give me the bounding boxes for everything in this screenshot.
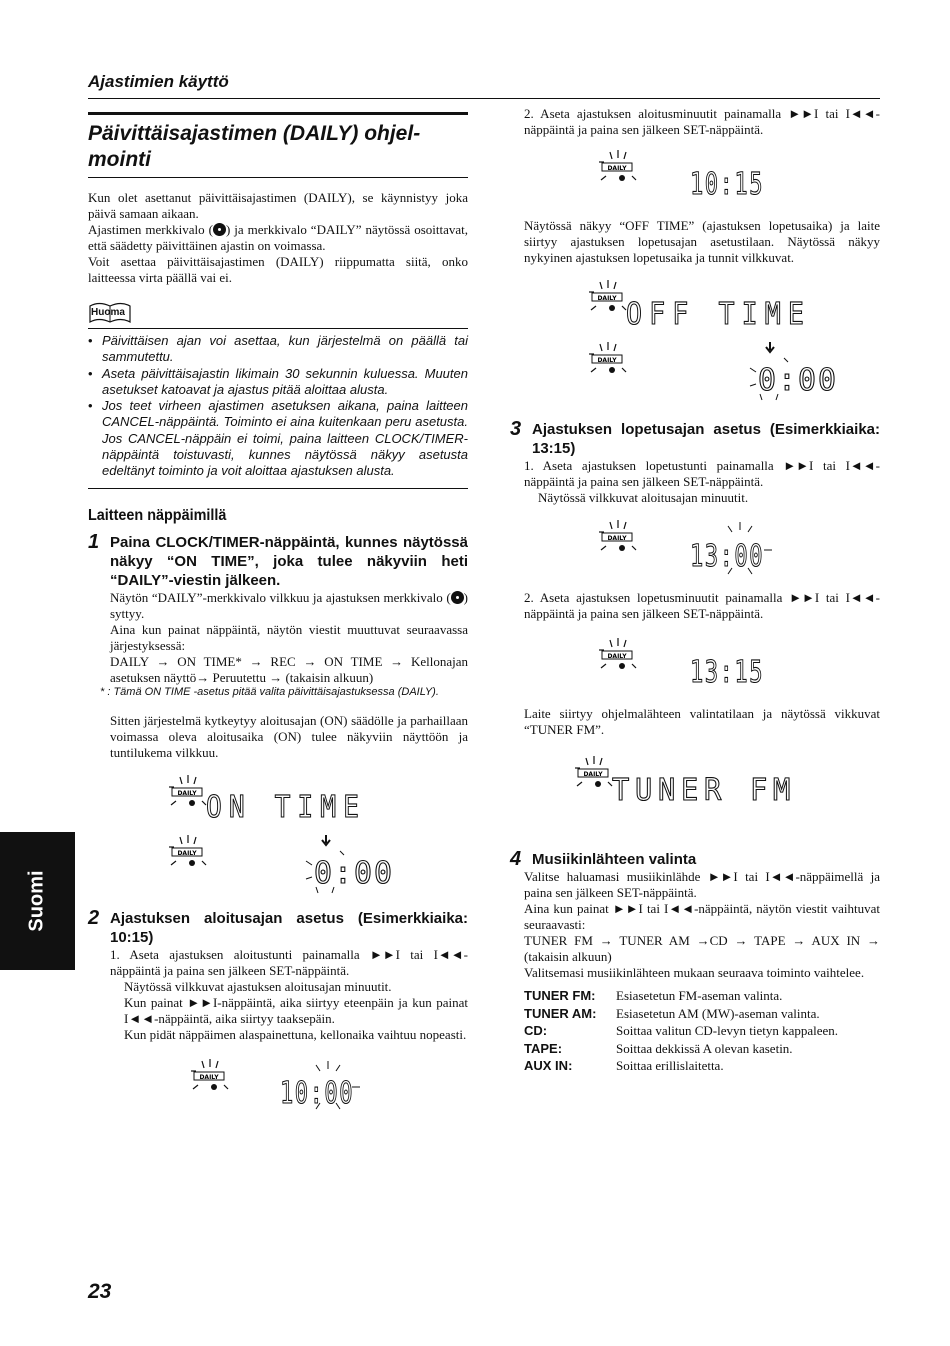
step-3 [510,420,880,458]
note-icon [88,300,132,326]
subheading: Laitteen näppäimillä [88,506,227,524]
list-item: TUNER AM: Esiasetetun AM (MW)-aseman valinta. [524,1005,820,1021]
svg-text:DAILY: DAILY [597,357,617,364]
step-number: 4 [510,848,522,870]
step-number: 2 [88,906,100,929]
svg-text:DAILY: DAILY [177,849,197,857]
lcd-on-time-0-00 [166,833,468,899]
lcd-display [596,518,816,578]
svg-text:13:15: 13:15 [690,655,764,690]
step2b-p1: 2. Aseta ajastuksen aloitusminuutit painamalla ►►I tai I◄◄-näppäintä ja paina sen jälkeen SET-näppäintä. [524,106,880,137]
step1-p2: Aina kun painat näppäintä, näytön viestit muuttuvat seuraavassa järjestyksessä: [110,621,468,653]
page-title-box [88,112,468,178]
step-number: 1 [88,530,100,553]
svg-text:DAILY: DAILY [177,789,197,797]
svg-text:10:00: 10:00 [280,1075,354,1111]
list-item: TAPE: Soittaa dekkissä A olevan kasetin. [524,1040,793,1056]
note-label: Huoma [91,307,125,318]
step3-p3: 2. Aseta ajastuksen lopetusminuutit painamalla ►►I tai I◄◄-näppäintä ja paina sen jälkeen SET-näppäintä. [524,590,880,621]
svg-text:DAILY: DAILY [607,535,627,542]
svg-text:DAILY: DAILY [607,165,627,172]
step-title: Ajastuksen lopetusajan asetus (Esimerkkiaika: 13:15) [532,421,880,457]
step1-p1: Näytön “DAILY”-merkkivalo vilkkuu ja ajastuksen merkkivalo ( ) syttyy. [110,589,468,621]
page-number: 23 [88,1280,112,1303]
step2b-p2: Näytössä näkyy “OFF TIME” (ajastuksen lopetusaika) ja laite siirtyy ajastuksen lopetusajan asetustilaan. Näytössä näkyy nykyinen ajastuksen lopetusaika ja tunnit vilkkuvat. [524,218,880,265]
list-item: • Päivittäisen ajan voi asettaa, kun järjestelmä on päällä tai sammutettu. [88,333,468,366]
step2-p2: Näytössä vilkkuvat ajastuksen aloitusajan minuutit. [124,978,392,994]
lcd-10-15 [596,148,880,204]
step-title: Musiikinlähteen valinta [532,851,697,868]
step3-p1: 1. Aseta ajastuksen lopetustunti painamalla ►►I tai I◄◄-näppäintä ja paina sen jälkeen SET-näppäintä. [524,458,880,489]
step-number: 3 [510,418,522,440]
lcd-tuner-fm [572,756,880,810]
step2-p3: Kun painat ►►I-näppäintä, aika siirtyy eteenpäin ja kun painat I◄◄-näppäintä, aika siirtyy taaksepäin. [124,994,468,1026]
svg-text:DAILY: DAILY [607,653,627,660]
left-column [88,112,468,1113]
step-1 [88,530,468,590]
lcd-display [596,148,796,204]
lcd-display [586,280,826,334]
lcd-13-00 [596,518,880,578]
step-title: Paina CLOCK/TIMER-näppäintä, kunnes näytössä näkyy “ON TIME”, joka tulee näkyviin heti “DAILY”-viestin jälkeen. [110,533,468,589]
intro-2: Ajastimen merkkivalo ( ) ja merkkivalo “DAILY” näytössä osoittavat, että säädetty päivittäinen ajastin on voimassa. [88,222,469,253]
svg-text:ON TIME: ON TIME [206,789,366,825]
arrow-down-icon [766,342,774,352]
language-tab [0,832,75,970]
lcd-on-time [166,775,468,825]
timer-indicator-icon [451,591,464,604]
step4-p4: Valitsemasi musiikinlähteen mukaan seuraava toiminto vaihtelee. [524,965,865,980]
language-tab-label: Suomi [25,870,48,932]
step1-p3: DAILY → ON TIME* → REC → ON TIME → Kellonajan asetuksen näyttö→ Peruutettu → (takaisin alkuun) [110,653,468,685]
lcd-10-00 [188,1057,468,1113]
list-item: TUNER FM: Esiasetetun FM-aseman valinta. [524,988,783,1003]
step4-p2: Aina kun painat ►►I tai I◄◄-näppäintä, näytön viestit vaihtuvat seuraavasti: [524,901,880,932]
step3-p2: Näytössä vilkkuvat aloitusajan minuutit. [538,490,749,505]
step-2 [88,906,468,947]
step2-p1: 1. Aseta ajastuksen aloitustunti painamalla ►►I tai I◄◄-näppäintä ja paina sen jälkeen SET-näppäintä. [110,946,468,978]
lcd-display [572,756,812,810]
svg-text:13:00: 13:00 [690,539,764,574]
step2-p4: Kun pidät näppäimen alaspainettuna, kellonaika vaihtuu nopeasti. [124,1026,467,1042]
list-item: • Aseta päivittäisajastin likimain 30 sekunnin kuluessa. Muuten asetukset katoavat ja ajastus pitää aloittaa alusta. [88,366,468,399]
svg-text:DAILY: DAILY [583,771,603,778]
list-item: • Jos teet virheen ajastimen asetuksen aikana, paina laitteen CANCEL-näppäintä. Toiminto ei aina kuitenkaan peru asetusta. Jos CANCEL-näppäin ei toimi, paina laitteen CLOCK/TIMER-näppäintä toistuvasti, kunnes näytössä näkyy asetusta edeltänyt toiminto ja voit aloittaa ajastuksen alusta. [88,398,468,479]
lcd-display [166,833,406,899]
section-header: Ajastimien käyttö [88,72,229,91]
svg-text:DAILY: DAILY [597,295,617,302]
lcd-display [166,775,376,825]
svg-text:TUNER FM: TUNER FM [612,773,796,808]
svg-text:OFF TIME: OFF TIME [626,297,811,332]
lcd-display [586,340,846,406]
arrow-down-icon [322,835,330,845]
source-terms [524,987,880,1075]
list-item: CD: Soittaa valitun CD-levyn tietyn kappaleen. [524,1023,839,1038]
lcd-display [188,1057,388,1113]
lcd-display [596,636,796,692]
page-title: Päivittäisajastimen (DAILY) ohjel- mointi [88,122,421,171]
footnote: * : Tämä ON TIME -asetus pitää valita päivittäisajastuksessa (DAILY). [100,685,439,698]
intro-3: Voit asettaa päivittäisajastimen (DAILY) riippumatta siitä, onko laitteessa virta päällä vai ei. [88,254,468,285]
svg-text:DAILY: DAILY [199,1073,219,1081]
step4-p1: Valitse haluamasi musiikinlähde ►►I tai I◄◄-näppäimellä ja paina sen jälkeen SET-näppäintä. [524,869,880,900]
intro-1: Kun olet asettanut päivittäisajastimen (DAILY), se käynnistyy joka päivä samaan aikaan. [88,190,468,221]
header-rule [88,98,880,99]
right-column [510,106,880,1075]
step-title: Ajastuksen aloitusajan asetus (Esimerkkiaika: 10:15) [110,909,468,946]
lcd-13-15 [596,636,880,692]
svg-text:0:00: 0:00 [758,363,838,398]
notes-list [88,333,468,480]
step4-p3: TUNER FM → TUNER AM →CD → TAPE → AUX IN → (takaisin alkuun) [524,933,880,964]
step-4 [510,850,880,869]
list-item: AUX IN: Soittaa erillislaitetta. [524,1058,724,1073]
lcd-off-time-0-00 [586,340,880,406]
svg-text:0:00: 0:00 [314,855,394,891]
lcd-off-time [586,280,880,334]
step1-p4: Sitten järjestelmä kytkeytyy aloitusajan (ON) säädölle ja parhaillaan voimassa oleva aloitusaika (ON) tulee näkyviin näyttöön ja tuntilukema vilkkuu. [110,712,468,760]
timer-indicator-icon [213,223,226,236]
step3-p4: Laite siirtyy ohjelmalähteen valintatilaan ja näytössä vikkuvat “TUNER FM”. [524,706,880,737]
svg-text:10:15: 10:15 [690,167,764,202]
